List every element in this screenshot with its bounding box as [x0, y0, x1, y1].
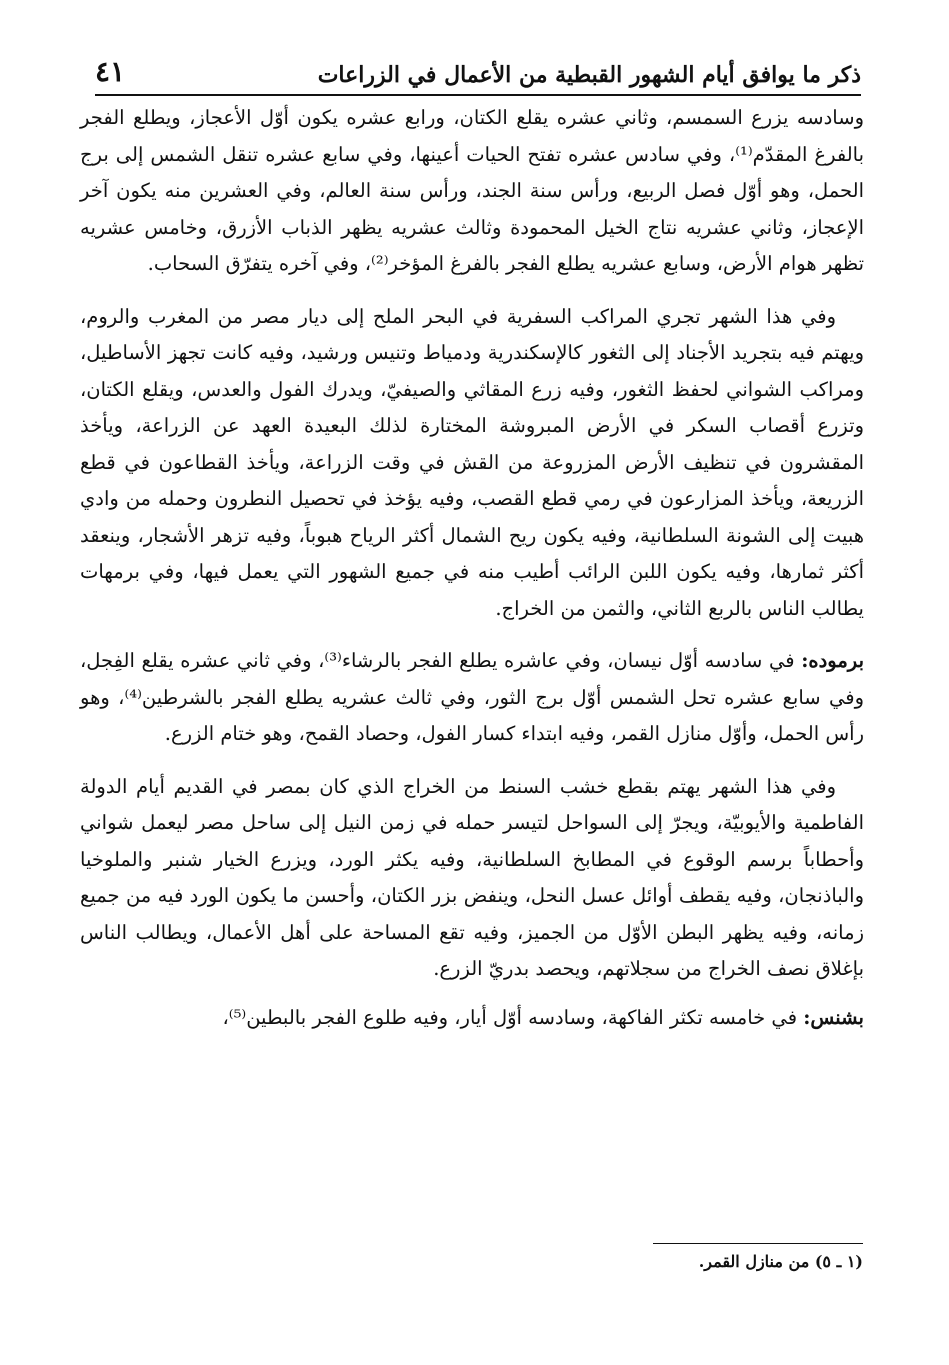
- running-header: [95, 38, 861, 96]
- paragraph-3-text: في سادسه أوّل نيسان، وفي عاشره يطلع الفجر بالرشاء⁽³⁾، وفي ثاني عشره يقلع الفِجل، وفي سابع عشره تحل الشمس أوّل برج الثور، وفي ثالث عشريه يطلع الفجر بالشرطين⁽⁴⁾، وهو رأس الحمل، وأوّل منازل القمر، وفيه ابتداء كسار الفول، وحصاد القمح، وهو ختام الزرع.: [80, 649, 865, 745]
- footnote-divider: [653, 1243, 863, 1244]
- paragraph-5-text: في خامسه تكثر الفاكهة، وسادسه أوّل أيار، وفيه طلوع الفجر بالبطين⁽⁵⁾،: [222, 1005, 798, 1029]
- header-title: ذكر ما يوافق أيام الشهور القبطية من الأعمال في الزراعات: [317, 62, 861, 88]
- paragraph-bashans: [80, 1000, 864, 1037]
- month-term-baramudah: برموده:: [801, 649, 864, 672]
- paragraph-2: وفي هذا الشهر تجري المراكب السفرية في البحر الملح إلى ديار مصر من المغرب والروم، ويهتم فيه بتجريد الأجناد إلى الثغور كالإسكندرية ودمياط وتنيس ورشيد، وفيه كانت تجهز الأساطيل، ومراكب الشواني لحفظ الثغور، وفيه زرع المقاثي والصيفيّ، ويدرك الفول والعدس، ويقلع الكتان، وتزرع أقصاب السكر في الأرض المبروشة المختارة لذلك البعيدة العهد عن الزراعة، ويأخذ المقشرون في تنظيف الأرض المزروعة من القش في وقت الزراعة، ويأخذ القطاعون في قطع الزريعة، ويأخذ المزارعون في رمي قطع القصب، وفيه يؤخذ في تحصيل النطرون وحمله من وادي هبيت إلى الشونة السلطانية، وفيه يكون ريح الشمال أكثر الرياح هبوباً، وفيه تزهر الأشجار، وينعقد أكثر ثمارها، وفيه يكون اللبن الرائب أطيب منه في جميع الشهور التي يعمل فيها، وفي برمهات يطالب الناس بالربع الثاني، والثمن من الخراج.: [80, 304, 864, 620]
- footnote: (١ ـ ٥) من منازل القمر.: [698, 1252, 863, 1271]
- paragraph-baramudah: [80, 643, 864, 753]
- body-text: [80, 100, 864, 1036]
- paragraph-4: وفي هذا الشهر يهتم بقطع خشب السنط من الخراج الذي كان بمصر في القديم أيام الدولة الفاطمية والأيوبيّة، ويجرّ إلى السواحل لتيسر حمله في زمن النيل إلى ساحل مصر ليعمل شواني وأحطاباً برسم الوقوع في المطابخ السلطانية، وفيه يكثر الورد، ويزرع الخيار شنبر والملوخيا والباذنجان، وفيه يقطف أوائل عسل النحل، وينفض بزر الكتان، وأحسن ما يكون الورد فيه من جميع زمانه، وفيه يظهر البطن الأوّل من الجميز، وفيه تقع المساحة على أهل الأعمال، ويطالب الناس بإغلاق نصف الخراج من سجلاتهم، ويحصد بدريّ الزرع.: [80, 774, 864, 980]
- paragraph-1: وسادسه يزرع السمسم، وثاني عشره يقلع الكتان، ورابع عشره يكون أوّل الأعجاز، ويطلع الفجر بالفرغ المقدّم⁽¹⁾، وفي سادس عشره تفتح الحيات أعينها، وفي سابع عشره تنقل الشمس إلى برج الحمل، وهو أوّل فصل الربيع، ورأس سنة الجند، ورأس سنة العالم، وفي العشرين منه يكون آخر الإعجاز، وثاني عشريه نتاج الخيل المحمودة وثالث عشريه يظهر الذباب الأزرق، وخامس عشريه تظهر هوام الأرض، وسابع عشريه يطلع الفجر بالفرغ المؤخر⁽²⁾، وفي آخره يتفرّق السحاب.: [80, 106, 865, 275]
- page-number: ٤١: [95, 55, 126, 88]
- month-term-bashans: بشنس:: [803, 1005, 864, 1029]
